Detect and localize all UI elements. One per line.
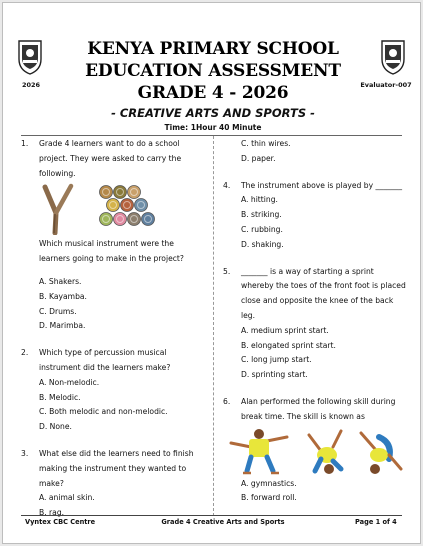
bottle-top	[107, 199, 120, 212]
bottle-top	[100, 186, 113, 199]
option[interactable]: D. paper.	[241, 153, 276, 163]
q1-images	[21, 181, 207, 237]
right-column	[223, 137, 407, 506]
footer-divider	[21, 515, 402, 516]
assessment-title: EDUCATION ASSESSMENT	[85, 61, 341, 81]
year-label: 2026	[21, 81, 41, 89]
question-text: Alan performed the following skill during break time. The skill is known as	[241, 396, 396, 421]
question-3: 3. What else did the learners need to finish making the instrument they wanted to make?	[21, 447, 207, 491]
option[interactable]: C. long jump start.	[241, 355, 312, 365]
forward-roll-illustration	[229, 425, 409, 477]
option[interactable]: A. Non-melodic.	[39, 377, 100, 387]
bottle-top	[100, 213, 113, 226]
footer-centre-name: Vyntex CBC Centre	[25, 518, 96, 526]
page-number: Page 1 of 4	[355, 518, 397, 526]
option[interactable]: B. rag.	[39, 508, 65, 518]
option[interactable]: D. shaking.	[241, 239, 284, 249]
option[interactable]: A. gymnastics.	[241, 478, 297, 488]
option[interactable]: B. elongated sprint start.	[241, 340, 336, 350]
gymnast-figure-2	[309, 431, 341, 474]
bottle-top	[142, 213, 155, 226]
column-divider	[213, 136, 214, 516]
gymnast-figure-3	[361, 433, 401, 474]
question-followup: Which musical instrument were the learners going to make in the project?	[39, 239, 184, 264]
bottle-top	[128, 213, 141, 226]
school-title: KENYA PRIMARY SCHOOL	[87, 39, 339, 59]
bottle-top	[114, 186, 127, 199]
grade-title: GRADE 4 - 2026	[137, 83, 289, 103]
left-column	[21, 137, 207, 521]
option[interactable]: B. Melodic.	[39, 392, 81, 402]
exam-time: Time: 1Hour 40 Minute	[164, 123, 262, 132]
question-text: The instrument above is played by _______	[241, 180, 403, 190]
gymnast-figure-1	[231, 429, 287, 473]
question-5: 5. _______ is a way of starting a sprint whereby the toes of the front foot is placed close and opposite the knee of the back leg.	[223, 265, 407, 324]
question-text: What else did the learners need to finish making the instrument they wanted to make?	[39, 448, 194, 488]
header-divider	[21, 135, 402, 136]
option[interactable]: D. Marimba.	[39, 321, 86, 331]
subject-title: - CREATIVE ARTS AND SPORTS -	[111, 106, 315, 120]
bottle-top	[128, 186, 141, 199]
question-text: Grade 4 learners want to do a school project. They were asked to carry the following.	[39, 139, 182, 178]
option[interactable]: D. None.	[39, 422, 72, 432]
option[interactable]: A. medium sprint start.	[241, 325, 329, 335]
school-crest-icon	[17, 39, 43, 75]
bottle-top	[135, 199, 148, 212]
question-text: _______ is a way of starting a sprint whereby the toes of the front foot is placed close and opposite the knee of the back leg.	[241, 266, 406, 320]
school-crest-icon	[380, 39, 406, 75]
option[interactable]: B. striking.	[241, 210, 282, 220]
option[interactable]: A. hitting.	[241, 195, 278, 205]
bottle-top	[114, 213, 127, 226]
option[interactable]: A. Shakers.	[39, 276, 82, 286]
option[interactable]: B. Kayamba.	[39, 291, 87, 301]
question-4: 4. The instrument above is played by _______	[223, 179, 407, 194]
option[interactable]: C. thin wires.	[241, 139, 291, 148]
question-6: 6. Alan performed the following skill during break time. The skill is known as	[223, 395, 407, 425]
option[interactable]: D. sprinting start.	[241, 370, 308, 380]
bottle-top	[121, 199, 134, 212]
option[interactable]: B. forward roll.	[241, 493, 297, 503]
option[interactable]: A. animal skin.	[39, 493, 95, 503]
question-text: Which type of percussion musical instrument did the learners make?	[39, 348, 171, 372]
footer-subject: Grade 4 Creative Arts and Sports	[161, 518, 285, 526]
exam-page	[2, 2, 421, 544]
question-1: 1. Grade 4 learners want to do a school project. They were asked to carry the following.	[21, 137, 207, 181]
option[interactable]: C. Drums.	[39, 306, 77, 316]
forked-stick-image	[37, 183, 79, 235]
question-2: 2. Which type of percussion musical instrument did the learners make?	[21, 346, 207, 376]
option[interactable]: C. rubbing.	[241, 224, 283, 234]
bottle-tops-image	[97, 183, 159, 235]
option[interactable]: C. Both melodic and non-melodic.	[39, 407, 168, 417]
evaluator-label: Evaluator-007	[360, 81, 412, 89]
